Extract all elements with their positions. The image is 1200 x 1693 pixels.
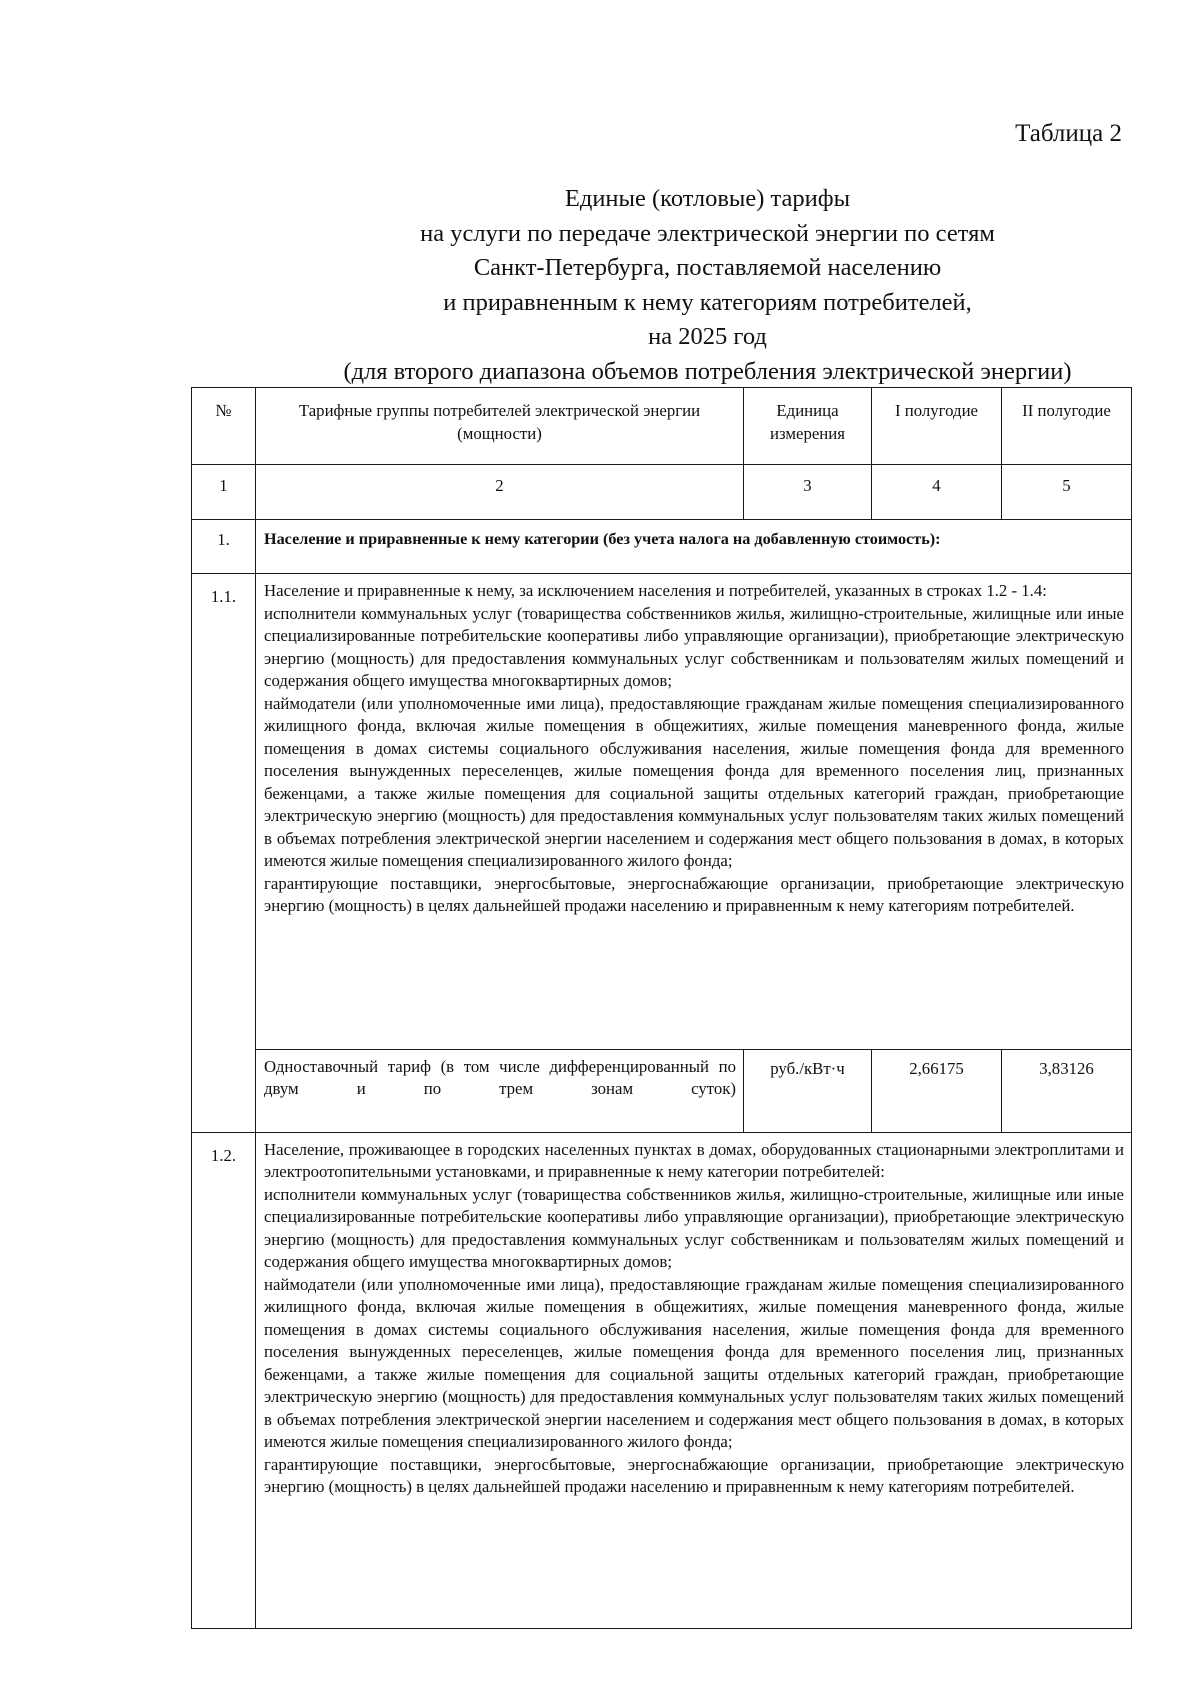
title-line: на 2025 год [648,323,767,350]
row-description: Население и приравненные к нему категории (без учета налога на добавленную стоимость): [256,520,1132,574]
header-half2: II полугодие [1002,388,1132,465]
table-row [192,520,1132,574]
header-half1: I полугодие [872,388,1002,465]
table-row [192,574,1132,1050]
paragraph: Население, проживающее в городских населенных пунктах в домах, оборудованных стационарными электроплитами и электроотопительными установками, и приравненные к нему категории потребителей: [264,1139,1124,1181]
column-index: 3 [744,465,872,520]
paragraph: исполнители коммунальных услуг (товарищества собственников жилья, жилищно-строительные, жилищные или иные специализированные потребительские кооперативы либо управляющие организации), приобретающие электрическую энергию (мощность) для предоставления коммунальных услуг собственникам и пользователям жилых помещений и содержания общего имущества многоквартирных домов; [264,603,1124,690]
tariff-table [191,387,1132,1629]
table-label: Таблица 2 [1015,120,1122,147]
title-line: (для второго диапазона объемов потребления электрической энергии) [343,357,1072,385]
row-number-continued [192,1049,256,1132]
table-row [192,1049,1132,1132]
tariff-value-half2: 3,83126 [1002,1049,1132,1132]
column-index: 2 [256,465,744,520]
row-description-text [264,1139,1124,1499]
paragraph: гарантирующие поставщики, энергосбытовые, энергоснабжающие организации, приобретающие электрическую энергию (мощность) в целях дальнейшей продажи населению и приравненным к нему категориям потребителей. [264,873,1124,915]
row-description-text [264,580,1124,918]
row-number: 1.2. [192,1132,256,1628]
column-index: 1 [192,465,256,520]
title-line: Санкт-Петербурга, поставляемой населению [473,254,942,281]
row-description [256,1132,1132,1628]
header-row [192,388,1132,465]
column-index: 4 [872,465,1002,520]
document-title [290,182,1125,389]
column-index: 5 [1002,465,1132,520]
row-description [256,574,1132,1050]
paragraph: гарантирующие поставщики, энергосбытовые, энергоснабжающие организации, приобретающие электрическую энергию (мощность) в целях дальнейшей продажи населению и приравненным к нему категориям потребителей. [264,1454,1124,1496]
title-line: Единые (котловые) тарифы [564,185,851,212]
row-number: 1.1. [192,574,256,1050]
paragraph: наймодатели (или уполномоченные ими лица), предоставляющие гражданам жилые помещения специализированного жилищного фонда, включая жилые помещения в общежитиях, жилые помещения маневренного фонда, жилые помещения в домах системы социального обслуживания населения, жилые помещения фонда для временного поселения вынужденных переселенцев, жилые помещения фонда для временного поселения лиц, признанных беженцами, а также жилые помещения для социальной защиты отдельных категорий граждан, приобретающие электрическую энергию (мощность) для предоставления коммунальных услуг пользователям таких жилых помещений в объемах потребления электрической энергии населением и содержания мест общего пользования в домах, в которых имеются жилые помещения специализированного жилого фонда; [264,1274,1124,1451]
row-number: 1. [192,520,256,574]
paragraph: исполнители коммунальных услуг (товарищества собственников жилья, жилищно-строительные, жилищные или иные специализированные потребительские кооперативы либо управляющие организации), приобретающие электрическую энергию (мощность) для предоставления коммунальных услуг собственникам и пользователям жилых помещений и содержания общего имущества многоквартирных домов; [264,1184,1124,1271]
tariff-name: Одноставочный тариф (в том числе дифференцированный по двум и по трем зонам суток) [256,1049,744,1132]
title-line: на услуги по передаче электрической энергии по сетям [420,219,995,247]
tariff-unit: руб./кВт·ч [744,1049,872,1132]
tariff-value-half1: 2,66175 [872,1049,1002,1132]
paragraph: наймодатели (или уполномоченные ими лица), предоставляющие гражданам жилые помещения специализированного жилищного фонда, включая жилые помещения в общежитиях, жилые помещения маневренного фонда, жилые помещения в домах системы социального обслуживания населения, жилые помещения фонда для временного поселения вынужденных переселенцев, жилые помещения фонда для временного поселения лиц, признанных беженцами, а также жилые помещения для социальной защиты отдельных категорий граждан, приобретающие электрическую энергию (мощность) для предоставления коммунальных услуг пользователям таких жилых помещений в объемах потребления электрической энергии населением и содержания мест общего пользования в домах, в которых имеются жилые помещения специализированного жилого фонда; [264,693,1124,870]
paragraph: Население и приравненные к нему, за исключением населения и потребителей, указанных в строках 1.2 - 1.4: [264,581,1047,600]
header-groups: Тарифные группы потребителей электрической энергии (мощности) [256,388,744,465]
header-unit: Единица измерения [744,388,872,465]
title-line: и приравненным к нему категориям потребителей, [443,288,972,316]
header-no: № [192,388,256,465]
table-row [192,1132,1132,1628]
column-index-row [192,465,1132,520]
